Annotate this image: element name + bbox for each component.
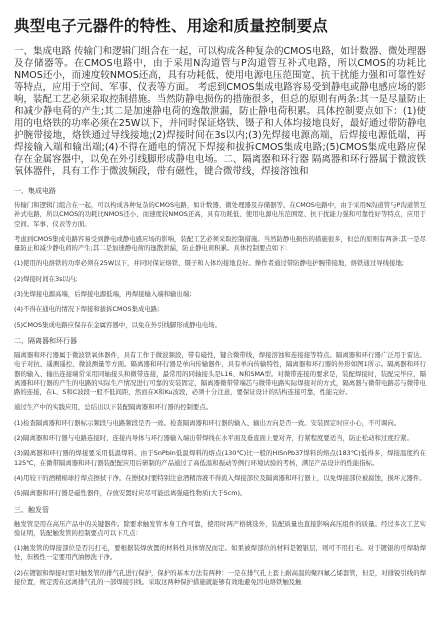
body-paragraph: (4)不得在通电的情况下焊接和拔拆CMOS集成电路; <box>14 305 160 314</box>
body-paragraph: 隔离器和环行器属于微波铁氧体器件，具有工作于微波频段，带有磁性，键合微带线，焊接溶蚀和连接接等特点。隔离器和环行器广泛用于雷达、电子对抗、遥测遥控、微波测量等方面。隔离器和环行器是单向传输器件，具有单向传输特性，隔离器和环行器的外形如图1所示。隔离器和环行器的输入、输出连接端常采用同轴接头和微带连接，最常用的同轴接头是L16、N和SMA型。对微带连接的要求是，装配焊接时，装配完毕应，隔离器和环行器的产生的电路的实际生产情况进行可靠的安装固定，隔离器微带带端芯与微带电路实际焊接对的方式，隔离器与微带电路芯与微带电路的连接，在L、S和C波段一般不低间距，然而在X和Ku波段，必须十分注意，要保证设计的结构连接可靠，性能完好。 <box>14 350 426 397</box>
article-body <box>14 186 426 587</box>
body-paragraph: 传输门和逻辑门组合在一起，可以构成各种复杂的CMOS电路，如计数器、微处理器及存储器等。在CMOS电路中，由于采用N沟道管与P沟道管互补式电路，所以CMOS的功耗比NMOS还小，而速度较NMOS还高，具有功耗低、使用电源电压范围宽、抗干扰能力强和可靠性好等特点，应用于空间、军事、仪表等方面。 <box>14 201 426 228</box>
body-paragraph: (1)使用的电烙铁的功率必须在25W以下，并同时保证烙铁、镊子和人体均接地良好。操作者通过带防静电护腕带接地，烙铁通过导线接地; <box>14 259 404 268</box>
intro-paragraph: 一、集成电路 传输门和逻辑门组合在一起，可以构成各种复杂的CMOS电路，如计数器、微处理器及存储器等。在CMOS电路中，由于采用N沟道管与P沟道管互补式电路，所以CMOS的功耗比NMOS还小，而速度较NMOS还高，具有功耗低、使用电源电压范围宽、抗干扰能力强和可靠性好等特点，应用于空间、军事、仪表等方面。 考虑到CMOS集成电路容易受到静电或静电感应场的影响，装配工艺必须采取控制措施。当然防静电损伤的措施很多，但总的原则有两条:其一是尽量防止和减少静电荷的产生;其二是加速静电荷的逸散泄漏，防止静电荷积累。具体控制要点如下：(1)使用的电烙铁的功率必须在25W以下，并同时保证烙铁、镊子和人体均接地良好，最好通过带防静电护腕带接地，烙铁通过导线接地;(2)焊接时间在3s以内;(3)先焊接电源高端，后焊接电源低端，再焊接输入端和输出端;(4)不得在通电的情况下焊接和拔拆CMOS集成电路;(5)CMOS集成电路应保存在金属容器中，以免在外引线脚形成静电电场。二、隔离器和环行器 隔离器和环行器属于微波铁氧体器件，具有工作于微波频段，带有磁性，键合微带线，焊接溶蚀和 <box>14 46 426 177</box>
body-paragraph: (3)隔离器和环行器的焊接要采用低温焊料。由于SnPbIn低温焊料的熔点(130℃)比一般的HiSnPb37焊料的熔点(183℃)低得多，焊接温度约在125℃，在微带隔离器和环行器装配配应用后研制的产品通过了高低温和振动等例行环境试验的考核，满足产品设计的性能指标。 <box>14 449 426 467</box>
body-paragraph: (2)焊接时间在3s以内; <box>14 274 78 283</box>
section-heading: 二、隔离器和环行器 <box>14 336 77 345</box>
body-paragraph: (5)隔离器和环行器是磁性器件，存放安置时应尽可能远离强磁性物质(大于5cm)。 <box>14 489 247 498</box>
page-title: 典型电子元器件的特性、用途和质量控制要点 <box>14 17 329 35</box>
section-heading: 一、集成电路 <box>14 187 56 195</box>
body-paragraph: (3)先焊接电源高端，后焊接电源低端，再焊接输入端和输出端; <box>14 290 192 299</box>
body-paragraph: (2)隔离器和环行器与电路连接时，连接内导体与环行器输入端出带焊线在水平面及垂直面上要对齐，拧紧程度要适当，防止松动和过度拧紧。 <box>14 434 413 443</box>
body-paragraph: (1)检查隔离器和环行器标示频段与电路频段是否一致。检查隔离器和环行器的输入、输出方向是否一致。安装固定时应小心，不可调向。 <box>14 418 401 427</box>
body-paragraph: (5)CMOS集成电路应保存在金属容器中，以免在外引线脚形成静电电场。 <box>14 320 222 329</box>
body-paragraph: (2)在镀银和焊接时需对触发管的排气孔进行保护，保护的基本方法有两种：一是在排气孔上套上耐高温的聚四氟乙烯套管，但是，对排锐引线的焊接位置，规定需在远离排气孔的一部焊接引线。采取这两种保护措施就能够有效地避免因电烙铁触及触 <box>14 568 426 587</box>
section-heading: 三、触发管 <box>14 505 49 514</box>
body-paragraph: (4)用较干的酒精棉球拧焊点擦拭干净。在擦拭时要特别注意酒精溶液不得流入焊接部位及隔离器和环行器上，以免焊接部位被腐蚀，损坏元器件。 <box>14 473 426 482</box>
body-paragraph: 通过生产中的实践应用，总结出以下装配隔离器和环行器的控制要点。 <box>14 403 213 412</box>
body-paragraph: 触发管是用在高压产品中的关键器件。除要求触发管本身工作可靠，使用时两产格挑选外，装配质量也直接影响高压组件的质量。经过多次工艺实验证明，装配触发管的控制要点可以下几点： <box>14 519 426 537</box>
body-paragraph: 考虑到CMOS集成电路容易受到静电或静电感应场的影响，装配工艺必须采取控制措施。当然防静电损伤的措施很多，但总的原则有两条:其一是尽量防止和减少静电荷的产生;其二是加速静电荷的逸散泄漏，防止静电荷积累。具体控制要点如下： <box>14 234 426 253</box>
body-paragraph: (1)触发管的焊接部位是否污打毛，要根据装焊放置的材料性具体情况而定。如果被焊部位的材料是镀银层，则可不用打毛。对于镀银的可焊助焊处，但极性一定要用汽油擦洗干净。 <box>14 544 426 562</box>
